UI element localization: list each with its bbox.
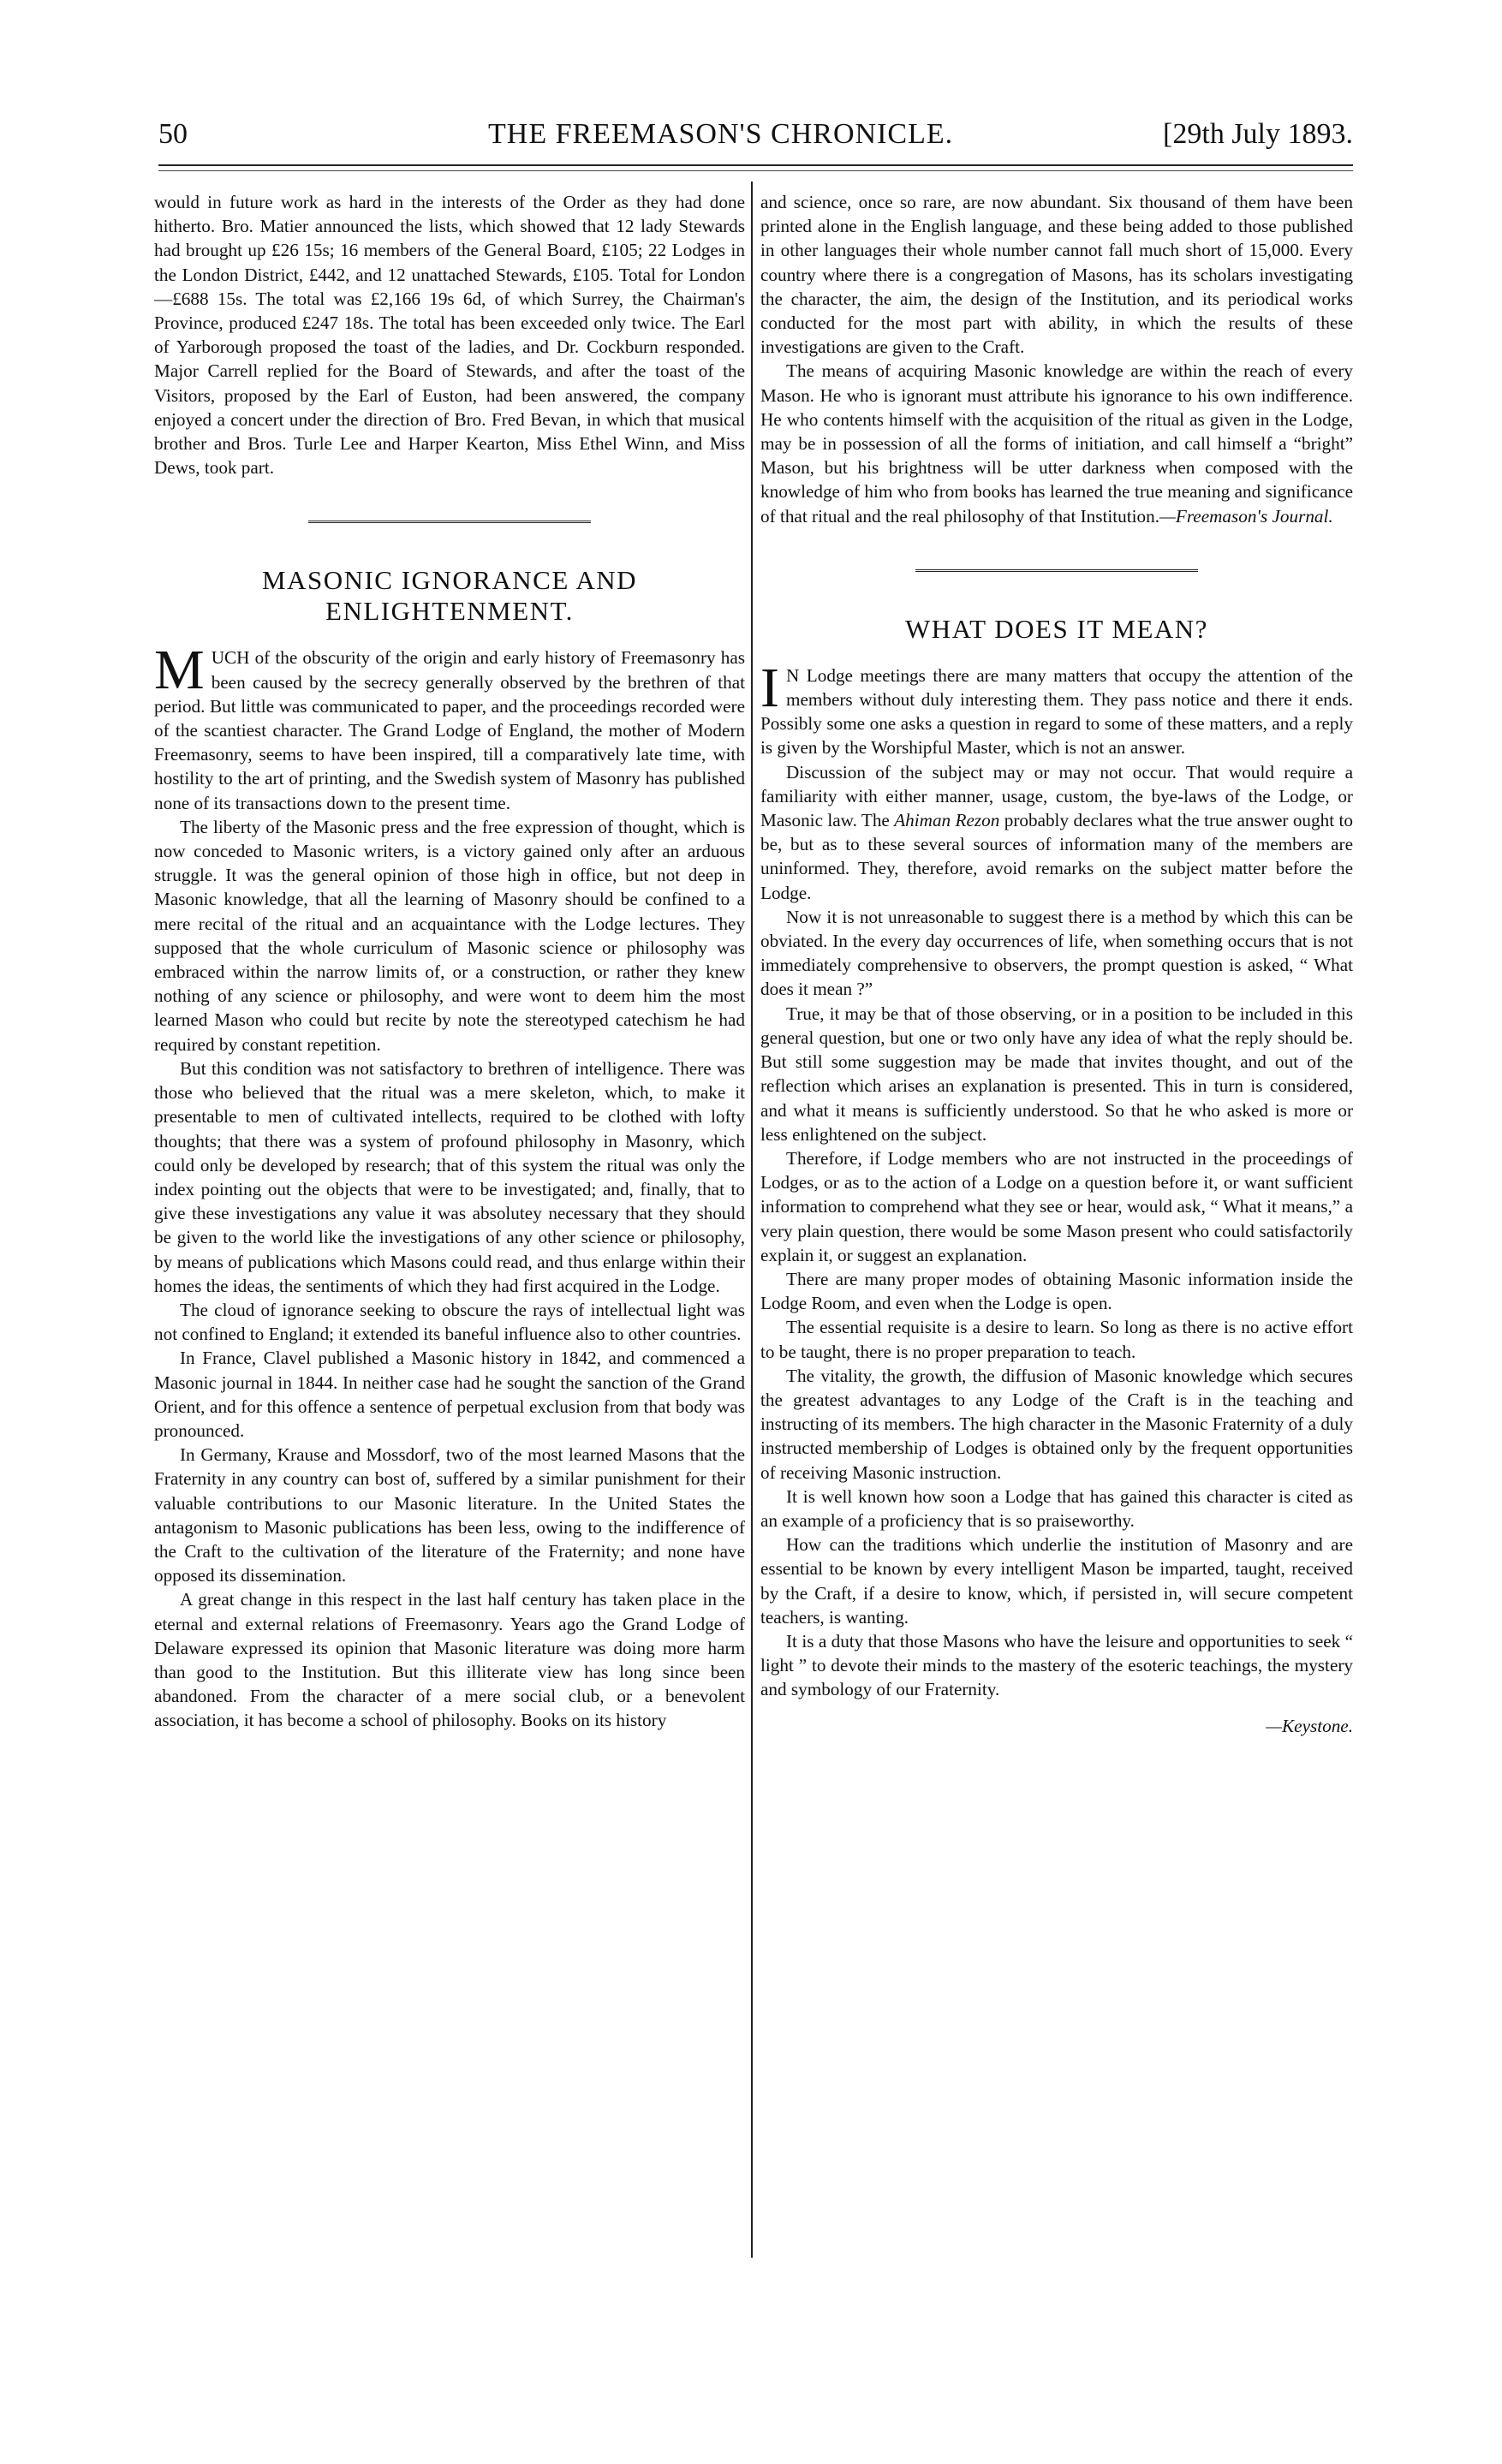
column-divider — [751, 182, 753, 2258]
first-paragraph-text: N Lodge meetings there are many matters that occupy the attention of the members without duly interesting them. They pass notice and there it ends. Possibly some one asks a question in regard to some of these matters, and a reply is given by the Worshipful Master, which is not an answer. — [760, 664, 1353, 759]
closing-source: —Freemason's Journal. — [1159, 505, 1333, 527]
paragraph: In Germany, Krause and Mossdorf, two of the most learned Masons that the Fraternity in any country can bost of, suffered by a similar punishment for their valuable contributions to our Masonic literature. In the United States the antagonism to Masonic publications has been less, owing to the indifference of the Craft to the cultivation of the literature of the Fraternity; and none have opposed its dissemination. — [154, 1444, 745, 1586]
paragraph: In France, Clavel published a Masonic history in 1842, and commenced a Masonic journal in 1844. In neither case had he sought the sanction of the Grand Orient, and for this offence a sentence of perpetual exclusion from that body was pronounced. — [154, 1348, 745, 1441]
paragraph-text: Discussion of the subject may or may not occur. That would require a familiarity with either manner, usage, custom, the bye-laws of the Lodge, or Masonic law. The — [760, 761, 1353, 831]
drop-cap: M — [154, 639, 205, 702]
signature: —Keystone. — [1266, 1715, 1353, 1736]
intro-paragraph: would in future work as hard in the interests of the Order as they had done hitherto. Bro. Matier announced the lists, which showed that 12 lady Stewards had brought up £26 15s; 16 members of the General Board, £105; 22 Lodges in the London District, £442, and 12 unattached Stewards, £105. Total for London—£688 15s. The total was £2,166 19s 6d, of which Surrey, the Chairman's Province, produced £247 18s. The total has been exceeded only twice. The Earl of Yarborough proposed the toast of the ladies, and Dr. Cockburn responded. Major Carrell replied for the Board of Stewards, and after the toast of the Visitors, proposed by the Earl of Euston, had been answered, the company enjoyed a concert under the direction of Bro. Fred Bevan, in which that musical brother and Bros. Turle Lee and Harper Kearton, Miss Ethel Winn, and Miss Dews, took part. — [154, 192, 745, 479]
drop-cap: I — [760, 656, 779, 719]
article-title: WHAT DOES IT MEAN? — [905, 613, 1208, 644]
paragraph: The liberty of the Masonic press and the free expression of thought, which is now conceded to Masonic writers, is a victory gained only after an arduous struggle. It was the general opinion of those high in office, but not deep in Masonic knowledge, that all the learning of Masonry should be confined to a mere recital of the ritual and an acquaintance with the Lodge lectures. They supposed that the whole curriculum of Masonic science or philosophy was embraced within the narrow limits of, or a construction, or rather they knew nothing of any science or philosophy, and were wont to deem him the most learned Mason who could but recite by note the stereotyped catechism he had required by constant repetition. — [154, 816, 745, 1055]
closing-paragraph — [760, 359, 1353, 527]
paragraph: There are many proper modes of obtaining Masonic information inside the Lodge Room, and even when the Lodge is open. — [760, 1268, 1353, 1314]
newspaper-title: THE FREEMASON'S CHRONICLE. — [488, 118, 954, 150]
paragraph: The essential requisite is a desire to learn. So long as there is no active effort to be taught, there is no proper preparation to teach. — [760, 1317, 1353, 1362]
paragraph: How can the traditions which underlie the institution of Masonry and are essential to be known by every intelligent Mason be imparted, taught, received by the Craft, if a desire to know, which, if persisted in, will secure competent teachers, is wanting. — [760, 1534, 1353, 1628]
paragraph: Now it is not unreasonable to suggest there is a method by which this can be obviated. In the every day occurrences of life, when something occurs that is not immediately comprehensive to observers, the prompt question is asked, “ What does it mean ?” — [760, 906, 1353, 1000]
paragraph: True, it may be that of those observing, or in a position to be included in this general question, but one or two only have any idea of what the reply should be. But still some suggestion may be made that invites thought, and out of the reflection which arises an explanation is presented. This in turn is considered, and what it means is sufficiently understood. So that he who asked is more or less enlightened on the subject. — [760, 1003, 1353, 1145]
first-paragraph-text: UCH of the obscurity of the origin and early history of Freemasonry has been caused by the secrecy generally observed by the brethren of that period. But little was communicated to paper, and the proceedings recorded were of the scantiest character. The Grand Lodge of England, the mother of Modern Freemasonry, seems to have been inspired, till a comparatively late time, with hostility to the art of printing, and the Swedish system of Masonry has published none of its transactions down to the present time. — [154, 647, 745, 813]
paragraph: The cloud of ignorance seeking to obscure the rays of intellectual light was not confined to England; it extended its baneful influence also to other countries. — [154, 1299, 745, 1345]
paragraph — [760, 760, 1353, 905]
book-title: Ahiman Rezon — [894, 810, 1000, 831]
header-rule-top — [158, 164, 1353, 166]
article-title: MASONIC IGNORANCE AND ENLIGHTENMENT. — [262, 565, 637, 627]
continuation-paragraph: and science, once so rare, are now abundant. Six thousand of them have been printed alone in the English language, and these being added to those published in other languages their whole number cannot fall much short of 15,000. Every country where there is a congregation of Masons, has its scholars investigating the character, the aim, the design of the Institution, and its periodical works conducted for the most part with ability, in which the results of these investigations are given to the Craft. — [760, 192, 1353, 358]
paragraph: But this condition was not satisfactory to brethren of intelligence. There was those who believed that the ritual was a mere skeleton, which, to make it presentable to men of cultivated intellects, required to be clothed with lofty thoughts; that there was a system of profound philosophy in Masonry, which could only be developed by research; that of this system the ritual was only the index pointing out the objects that were to be investigated; and, finally, that to give these investigations any value it was absolutey necessary that they should be given to the world like the investigations of any other science or philosophy, by means of publications which Masons could read, and thus enlarge within their homes the ideas, the sentiments of which they had first acquired in the Lodge. — [154, 1057, 745, 1296]
page-header — [158, 118, 1353, 161]
left-column — [154, 190, 745, 1733]
first-paragraph — [154, 639, 745, 814]
paragraph: It is well known how soon a Lodge that has gained this character is cited as an example of a proficiency that is so praiseworthy. — [760, 1485, 1353, 1531]
issue-date: [29th July 1893. — [1163, 118, 1353, 150]
paragraph: Therefore, if Lodge members who are not instructed in the proceedings of Lodges, or as to the action of a Lodge on a question before it, or want sufficient information to comprehend what they see or hear, would ask, “ What it means,” a very plain question, there would be some Mason present who could satisfactorily explain it, or suggest an explanation. — [760, 1147, 1353, 1265]
paragraph-text: probably declares what the true answer ought to be, but as to these several sources of information many of the members are uninformed. They, therefore, avoid remarks on the subject matter before the Lodge. — [760, 810, 1353, 903]
paragraph: It is a duty that those Masons who have the leisure and opportunities to seek “ light ” to devote their minds to the mastery of the esoteric teachings, the mystery and symbology of our Fraternity. — [760, 1630, 1353, 1700]
first-paragraph — [760, 656, 1353, 760]
section-separator — [915, 569, 1198, 574]
header-rule-bottom — [158, 170, 1353, 171]
closing-text: The means of acquiring Masonic knowledge are within the reach of every Mason. He who is ignorant must attribute his ignorance to his own indifference. He who contents himself with the acquisition of the ritual as given in the Lodge, may be in possession of all the forms of initiation, and call himself a “bright” Mason, but his brightness will be utter darkness when composed with the knowledge of him who from books has learned the true meaning and significance of that ritual and the real philosophy of that Institution. — [760, 360, 1353, 527]
paragraph: The vitality, the growth, the diffusion of Masonic knowledge which secures the greatest advantages to any Lodge of the Craft is in the teaching and instructing of its members. The high character in the Masonic Fraternity of a duly instructed membership of Lodges is obtained only by the frequent opportunities of receiving Masonic instruction. — [760, 1365, 1353, 1483]
paragraph: A great change in this respect in the last half century has taken place in the eternal and external relations of Freemasonry. Years ago the Grand Lodge of Delaware expressed its opinion that Masonic literature was doing more harm than good to the Institution. But this illiterate view has long since been abandoned. From the character of a mere social club, or a benevolent association, it has become a school of philosophy. Books on its history — [154, 1589, 745, 1731]
right-column — [760, 190, 1353, 1738]
section-separator — [308, 521, 591, 526]
page-number: 50 — [158, 118, 188, 150]
